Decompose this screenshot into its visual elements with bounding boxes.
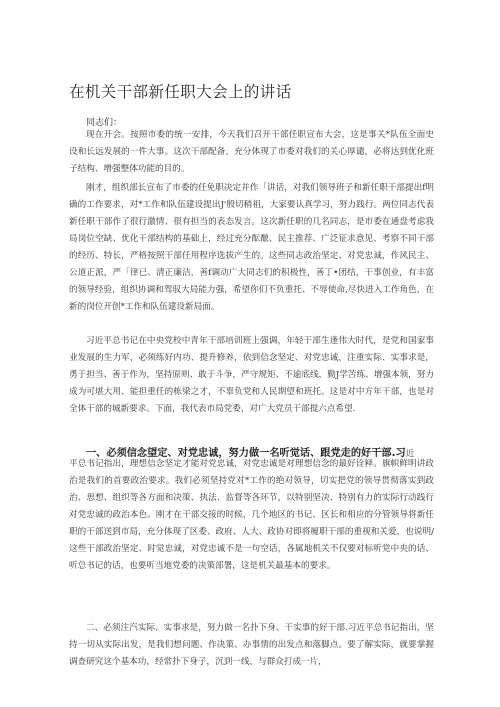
section-heading-1-tail: 近	[405, 449, 415, 459]
paragraph-1: 现在开会。按照市委的统一安排，今天我们召开干部任职宣布大会，这是事关*队伍全面史设和长远发展的一件大事。这次干部配备，充分体现了市委对我们的关心厚谴，必将达到优化班子结构、增强整体功能的目的。	[69, 130, 434, 174]
section-heading-1-text: 一、必须信念望定、对党忠诚，努力做一名听觉话、跟党走的好干部.习	[86, 448, 406, 459]
section-2-body: 二、必须注汽实际、实事求是，努力做一名扑下身、干实事的好干部.习近平总书记指出，坚持一切从实际出发，是我们想问题、作决策、办事情的出发点和落脚点。要了解实际，就要掌握调查研究这个基本功，经常扑下身子，沉到一线，与群众打成一片，	[69, 623, 434, 667]
paragraph-2: 刚才，组织部长宣布了市委的任免职决定并作「讲话，对我们领导班子和新任职干部提出f明确的工作要求，对*工作和队伍建设提出J'殷切稍祖，大家要认真学习，努力践行。两位同志代表新任职干部作了很行激情、很有担当的表态发言。这次新任职的几名同志，是市委在通盘考虑我局岗位空缺、优化干部结构的基础上，经过充分酝酿、民主推荐、广泛征求意见、考察不同干部的经历、特长，严格按照干部任用程序选拔产生的。这些同志政治坚定、对党忠诚，作风民主、公道正派，严「律已、清正廉洁，善f调动广大同志们的积极性，善丁•团结，干事创业，有丰富的领导经验，组织协调和驾驭大局能力强，希望你们不负重托、不辱使命,尽快进入工作角色，在新的岗位开创*工作和队伍建设新局面。	[69, 183, 434, 312]
document-title: 在机关干部新任职大会上的讲话	[69, 83, 292, 101]
paragraph-3: 习近平总书记在中央党校中青年干部培训班上强调，年轻干部生逢伟大时代，是党和国家事业发展的生力军，必须练好内功、提升修养，依到信念坚定、对党忠诚，注重实际、实事求是，勇于担当、善于作为，坚持原则、敢于斗争，严守规矩、不逾底线，勤J学苦练、增强本领，努力成为可堪大用、能担重任的栋梁之才，不辜负党和人民期望和班托。这是对中方年干部，也是对全体干部的城新要求。下面，我代表市局党委，对广大党员干部提六点希望.	[69, 336, 434, 414]
greeting: 同志们：	[86, 118, 123, 128]
section-1-body: 平总书记指出，理想信念坚定才能对党忠诚，对党忠诚是对理想信念的最好诠释。旗帜鲜明讲政治是我们的首要政治要求。我们必须坚持党对*工作的绝对领导，切实把党的领导贯彻落实到政治、思想、组织等各方面和决策、执法、监督等各环节，以特别坚决、特别有力的实际行动践行对党忠诚的政治本色。刚才在干部交接的时候，几个地区的书记、区长和相应的分管领导将新任职的干部送到市局，充分体现了区委、政府、人大、政协对即将履职干部的重视和关爱，也说明/这些干部政治坚定、时觉忠诚，对党忠诚不是一句空话，各属地机关不仅要对标听党中央的话、听总书记的话，也要听当地党委的决策部署，这是机关最基本的要求。	[69, 459, 434, 571]
